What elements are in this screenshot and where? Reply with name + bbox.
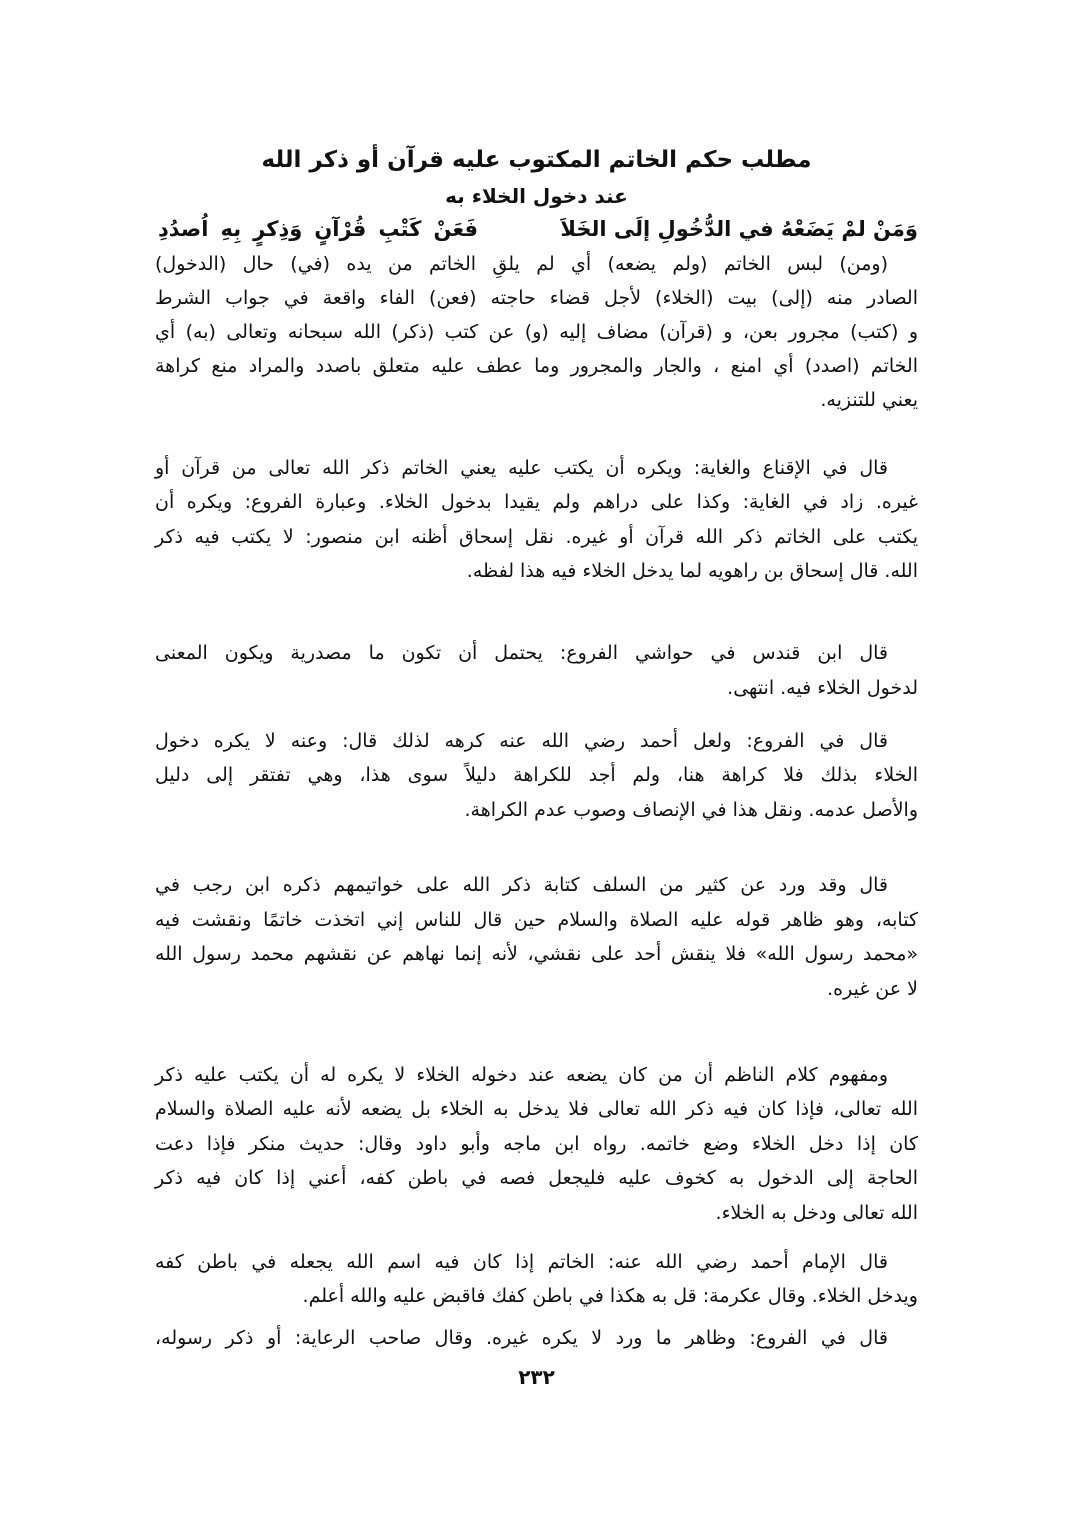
paragraph-1-line: و (كتب) مجرور بعن، و (قرآن) مضاف إليه (و) عن كتب (ذكر) الله سبحانه وتعالى (به) أي <box>155 321 918 343</box>
paragraph-7-line: قال الإمام أحمد رضي الله عنه: الخاتم إذا كان فيه اسم الله يجعله في باطن كفه <box>155 1251 888 1273</box>
paragraph-8-line: قال في الفروع: وظاهر ما ورد لا يكره غيره. وقال صاحب الرعاية: أو ذكر رسوله، <box>155 1327 888 1349</box>
paragraph-1-line: يعني للتنزيه. <box>820 389 918 411</box>
paragraph-4-line: الخلاء بذلك فلا كراهة هنا، ولم أجد للكراهة دليلاً سوى هذا، وهي تفتقر إلى دليل <box>155 764 918 786</box>
paragraph-1-line: الخاتم (اصدد) أي امنع ، والجار والمجرور وما عطف عليه متعلق باصدد والمراد منع كراهة <box>155 355 918 377</box>
paragraph-4-line: قال في الفروع: ولعل أحمد رضي الله عنه كرهه لذلك قال: وعنه لا يكره دخول <box>155 730 888 752</box>
page-number: ٢٣٢ <box>518 1365 555 1389</box>
paragraph-5-line: كتابه، وهو ظاهر قوله عليه الصلاة والسلام حين قال للناس إني اتخذت خاتمًا ونقشت فيه <box>155 909 918 931</box>
paragraph-6-line: الله تعالى، فإذا كان فيه ذكر الله تعالى فلا يدخل به الخلاء بل يضعه لأنه عليه الصلاة والسلام <box>155 1098 918 1120</box>
paragraph-3-line: قال ابن قندس في حواشي الفروع: يحتمل أن تكون ما مصدرية ويكون المعنى <box>155 642 888 664</box>
paragraph-5-line: «محمد رسول الله» فلا ينقش أحد على نقشي، لأنه إنما نهاهم عن نقشهم محمد رسول الله <box>155 943 918 965</box>
paragraph-6-line: الحاجة إلى الدخول به كخوف عليه فليجعل فصه في باطن كفه، أعني إذا كان فيه ذكر <box>155 1167 918 1189</box>
verse-first-hemistich: وَمَنْ لمْ يَضَعْهُ في الدُّخُولِ إلَى الخَلاَ <box>560 217 918 241</box>
paragraph-2-line: غيره. زاد في الغاية: وكذا على دراهم ولم يقيدا بدخول الخلاء. وعبارة الفروع: ويكره أن <box>155 491 918 513</box>
paragraph-2-line: الله. قال إسحاق بن راهويه لما يدخل الخلاء فيه هذا لفظه. <box>466 560 918 582</box>
paragraph-4-line: والأصل عدمه. ونقل هذا في الإنصاف وصوب عدم الكراهة. <box>464 799 918 821</box>
section-subtitle: عند دخول الخلاء به <box>445 184 628 208</box>
paragraph-7-line: ويدخل الخلاء. وقال عكرمة: قل به هكذا في باطن كفك فاقبض عليه والله أعلم. <box>302 1285 918 1307</box>
paragraph-6-line: كان إذا دخل الخلاء وضع خاتمه. رواه ابن ماجه وأبو داود وقال: حديث منكر فإذا دعت <box>155 1133 918 1155</box>
verse-second-hemistich: فَعَنْ كَتْبِ قُرْآنٍ وَذِكرٍ بِهِ اُصدُدِ <box>158 217 478 241</box>
paragraph-5-line: لا عن غيره. <box>827 978 918 1000</box>
paragraph-1-line: (ومن) لبس الخاتم (ولم يضعه) أي لم يلقِ الخاتم من يده (في) حال (الدخول) <box>155 253 888 275</box>
paragraph-6-line: الله تعالى ودخل به الخلاء. <box>715 1202 918 1224</box>
section-title: مطلب حكم الخاتم المكتوب عليه قرآن أو ذكر الله <box>261 147 812 173</box>
paragraph-2-line: قال في الإقناع والغاية: ويكره أن يكتب عليه يعني الخاتم ذكر الله تعالى من قرآن أو <box>155 457 888 479</box>
paragraph-3-line: لدخول الخلاء فيه. انتهى. <box>727 677 918 699</box>
paragraph-1-line: الصادر منه (إلى) بيت (الخلاء) لأجل قضاء حاجته (فعن) الفاء واقعة في جواب الشرط <box>155 287 918 309</box>
paragraph-5-line: قال وقد ورد عن كثير من السلف كتابة ذكر الله على خواتيمهم ذكره ابن رجب في <box>155 874 888 896</box>
paragraph-2-line: يكتب على الخاتم ذكر الله قرآن أو غيره. نقل إسحاق أظنه ابن منصور: لا يكتب فيه ذكر <box>155 526 918 548</box>
paragraph-6-line: ومفهوم كلام الناظم أن من كان يضعه عند دخوله الخلاء لا يكره له أن يكتب عليه ذكر <box>155 1064 888 1086</box>
